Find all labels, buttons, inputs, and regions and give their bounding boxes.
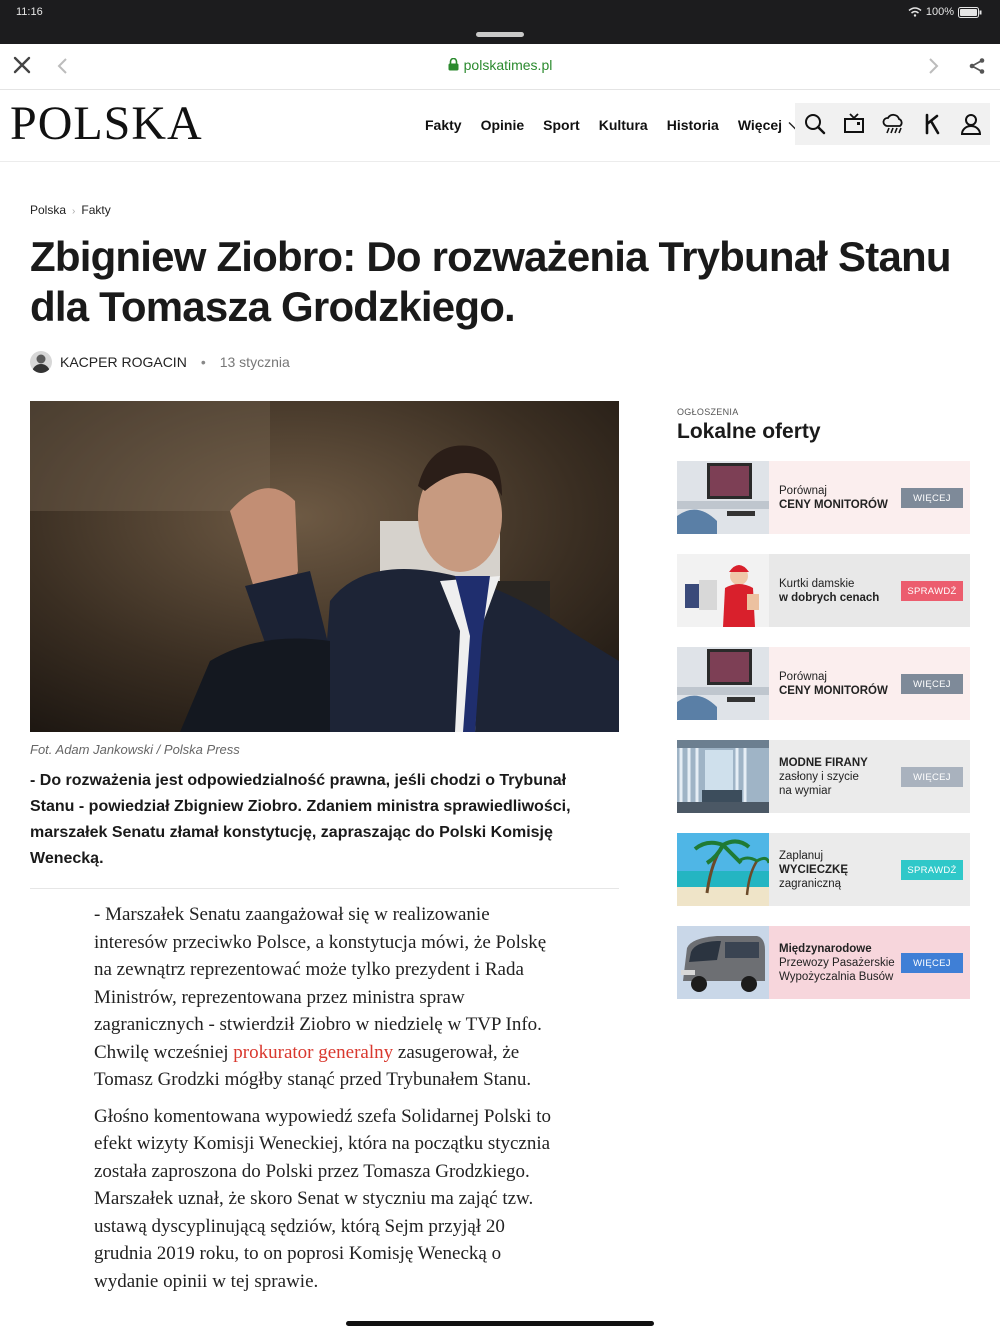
ad-text (779, 647, 888, 720)
ad-card-monitors[interactable] (677, 461, 970, 534)
ad-line2: zasłony i szycie (779, 770, 859, 783)
weather-icon[interactable] (882, 113, 906, 135)
ad-line3: na wymiar (779, 784, 832, 797)
ad-monitor-image (677, 647, 769, 720)
battery-label: 100% (925, 6, 954, 18)
ad-more-button[interactable]: WIĘCEJ (901, 953, 963, 973)
ad-more-button[interactable]: WIĘCEJ (901, 767, 963, 787)
nav-item-kultura[interactable]: Kultura (598, 117, 648, 133)
sheet-grabber[interactable] (476, 32, 524, 37)
ad-check-button[interactable]: SPRAWDŹ (901, 581, 963, 601)
ad-shopping-image (677, 554, 769, 627)
nav-item-opinie[interactable]: Opinie (480, 117, 525, 133)
body-paragraph: Głośno komentowana wypowiedź szefa Solidarnej Polski to efekt wizyty Komisji Weneckiej, która na początku stycznia została zaproszona do Polski przez Tomasza Grodzkiego. Marszałek uznał, że skoro Senat w styczniu ma zająć tzw. ustawą dyscyplinującą sędziów, którą Sejm przyjął 20 grudnia 2019 roku, to on poprosi Komisję Wenecką o wydanie opinii w tej sprawie. (94, 1105, 551, 1292)
nav-item-historia[interactable]: Historia (666, 117, 719, 133)
body-paragraph (94, 901, 554, 1094)
author-avatar[interactable] (30, 351, 52, 373)
address-bar[interactable] (0, 57, 1000, 73)
ad-line1: Porównaj (779, 670, 827, 683)
site-header (0, 90, 1000, 162)
nav-item-fakty[interactable]: Fakty (425, 117, 462, 133)
ad-curtains-image (677, 740, 769, 813)
ad-more-button[interactable]: WIĘCEJ (901, 674, 963, 694)
lock-icon (448, 58, 459, 71)
header-icon-bar (795, 103, 990, 145)
ad-card-curtains[interactable] (677, 740, 970, 813)
ad-line1: Porównaj (779, 484, 827, 497)
ad-text (779, 833, 848, 906)
author-name[interactable]: KACPER ROGACIN (60, 354, 187, 370)
home-indicator[interactable] (346, 1321, 654, 1326)
ad-line3: Wypożyczalnia Busów (779, 970, 894, 983)
ad-text (779, 740, 868, 813)
wifi-icon (908, 7, 922, 17)
ad-line3: zagraniczną (779, 877, 842, 890)
nav-more-label: Więcej (737, 117, 783, 133)
status-time: 11:16 (16, 6, 43, 18)
ad-van-image (677, 926, 769, 999)
main-nav (425, 117, 821, 133)
breadcrumb-item[interactable]: Fakty (81, 203, 111, 217)
ad-check-button[interactable]: SPRAWDŹ (901, 860, 963, 880)
breadcrumb-item[interactable]: Polska (30, 203, 67, 217)
browser-toolbar (0, 44, 1000, 90)
ad-text (779, 554, 879, 627)
ad-line2: CENY MONITORÓW (779, 684, 888, 697)
ad-line1: Zaplanuj (779, 849, 824, 862)
link-prokurator-generalny[interactable]: prokurator generalny (233, 1041, 394, 1063)
ad-line2: WYCIECZKĘ (779, 863, 848, 876)
site-logo[interactable]: POLSKA (10, 97, 203, 150)
horoscope-icon[interactable] (923, 113, 943, 135)
article-title: Zbigniew Ziobro: Do rozważenia Trybunał Stanu dla Tomasza Grodzkiego. (30, 233, 951, 330)
ad-line2: Przewozy Pasażerskie (779, 956, 895, 969)
url-text: polskatimes.pl (463, 57, 553, 73)
author-photo-icon (30, 351, 52, 373)
ad-line1: MODNE FIRANY (779, 756, 868, 769)
article-photo-image (30, 401, 619, 732)
nav-item-more[interactable] (738, 117, 802, 133)
share-icon[interactable] (968, 57, 986, 75)
ad-card-bus[interactable] (677, 926, 970, 999)
ad-more-button[interactable]: WIĘCEJ (901, 488, 963, 508)
battery-icon (958, 7, 982, 18)
article-byline (30, 351, 290, 373)
nav-item-sport[interactable]: Sport (543, 117, 580, 133)
paragraph-text: zasugerował, że Tomasz Grodzki mógłby stanąć przed Trybunałem Stanu. (94, 1041, 532, 1090)
article-body (94, 901, 554, 1304)
ad-card-monitors[interactable] (677, 647, 970, 720)
status-bar (0, 0, 1000, 44)
ads-title: Lokalne oferty (677, 420, 821, 443)
article-photo[interactable] (30, 401, 619, 732)
ad-text (779, 461, 888, 534)
lead-divider (30, 888, 619, 889)
paragraph-text: - Marszałek Senatu zaangażował się w realizowanie interesów przeciwko Polsce, a konstytucja mówi, że Polskę na zewnątrz reprezentować może tylko prezydent i Rada Ministrów, reprezentowana przez ministra spraw zagranicznych - stwierdził Ziobro w niedzielę w TVP Info. Chwilę wcześniej (94, 904, 547, 1063)
byline-separator: • (200, 354, 206, 370)
ad-card-trip[interactable] (677, 833, 970, 906)
ad-line1: Kurtki damskie (779, 577, 855, 590)
status-battery (908, 6, 982, 18)
ad-line2: w dobrych cenach (779, 591, 880, 604)
ad-line2: CENY MONITORÓW (779, 498, 888, 511)
user-icon[interactable] (960, 113, 982, 135)
ad-beach-image (677, 833, 769, 906)
tv-icon[interactable] (843, 113, 865, 135)
photo-caption: Fot. Adam Jankowski / Polska Press (30, 742, 240, 757)
ad-line1: Międzynarodowe (779, 942, 872, 955)
article-date: 13 stycznia (219, 354, 290, 370)
search-icon[interactable] (804, 113, 826, 135)
ad-monitor-image (677, 461, 769, 534)
ad-card-jackets[interactable] (677, 554, 970, 627)
article-lead: - Do rozważenia jest odpowiedzialność prawna, jeśli chodzi o Trybunał Stanu - powiedział Zbigniew Ziobro. Zdaniem ministra sprawiedliwości, marszałek Senatu złamał konstytucję, zapraszając do Polski Komisję Wenecką. (30, 772, 571, 867)
ads-label: OGŁOSZENIA (677, 407, 739, 417)
ad-text (779, 926, 895, 999)
forward-arrow-icon[interactable] (926, 57, 940, 75)
breadcrumb-separator-icon: › (72, 206, 76, 217)
breadcrumb (30, 203, 111, 217)
